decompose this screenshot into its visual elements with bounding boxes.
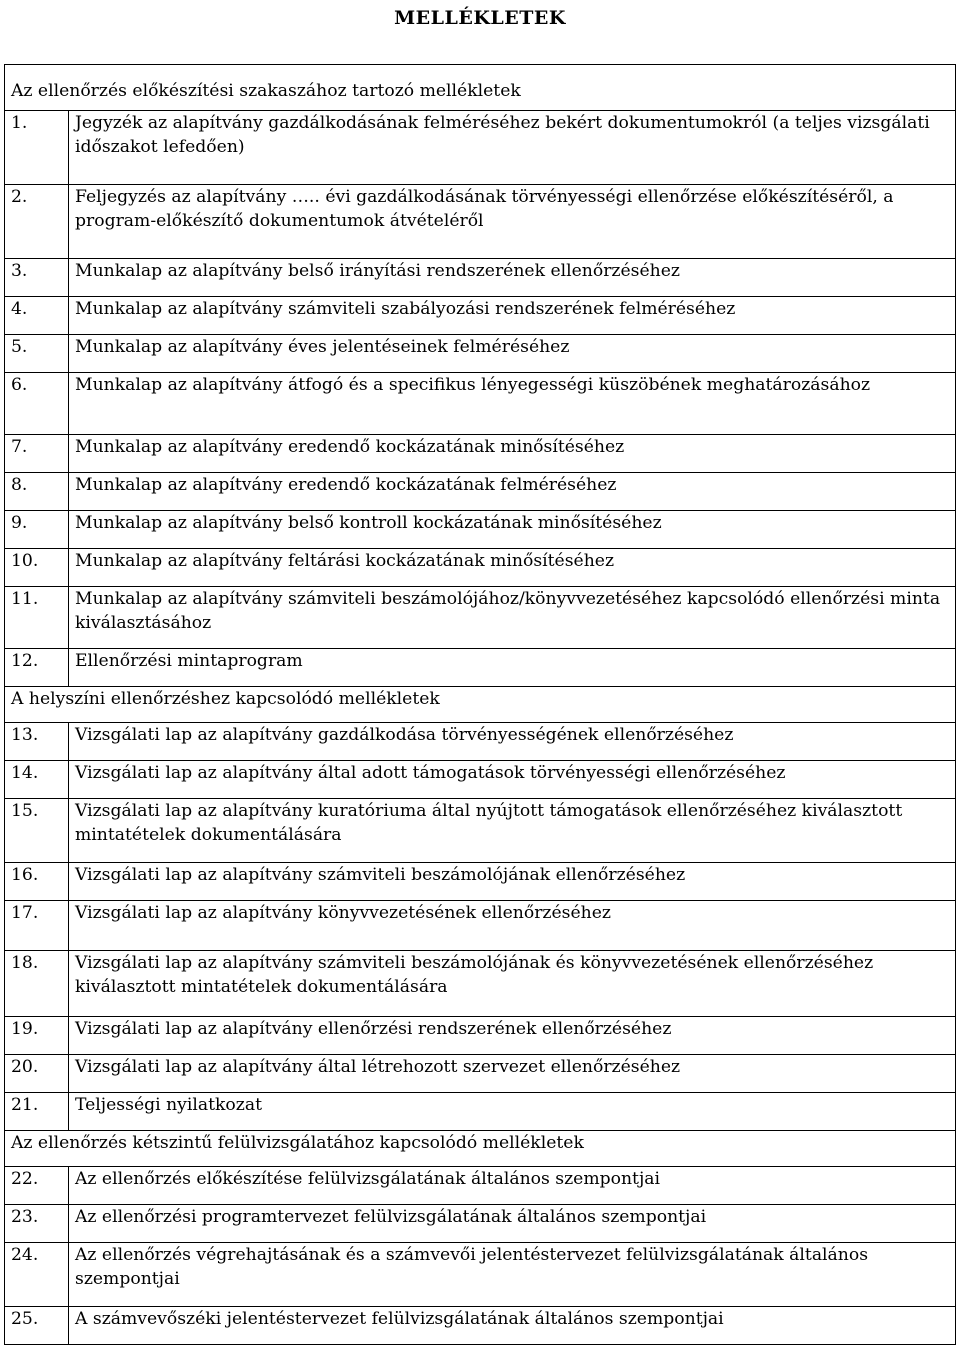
annex-item-row xyxy=(5,587,956,649)
annex-item-number: 13. xyxy=(5,723,69,761)
annex-item-number: 20. xyxy=(5,1055,69,1093)
annex-item-number: 25. xyxy=(5,1307,69,1345)
annex-item-row xyxy=(5,1307,956,1345)
annex-item-row xyxy=(5,799,956,863)
annex-item-row xyxy=(5,761,956,799)
annex-item-number: 2. xyxy=(5,185,69,259)
annex-item-number: 17. xyxy=(5,901,69,951)
annex-item-text: Vizsgálati lap az alapítvány számviteli beszámolójának ellenőrzéséhez xyxy=(69,863,956,901)
annex-item-row xyxy=(5,473,956,511)
annex-item-number: 24. xyxy=(5,1243,69,1307)
annex-item-row xyxy=(5,723,956,761)
annex-item-text: Munkalap az alapítvány belső irányítási rendszerének ellenőrzéséhez xyxy=(69,259,956,297)
annex-item-number: 16. xyxy=(5,863,69,901)
annex-item-number: 1. xyxy=(5,111,69,185)
annex-item-row xyxy=(5,863,956,901)
annex-item-number: 5. xyxy=(5,335,69,373)
annex-item-text: Munkalap az alapítvány feltárási kockázatának minősítéséhez xyxy=(69,549,956,587)
annex-table-body xyxy=(5,65,956,1345)
annex-item-text: Munkalap az alapítvány eredendő kockázatának felméréséhez xyxy=(69,473,956,511)
annex-item-text: Vizsgálati lap az alapítvány által létrehozott szervezet ellenőrzéséhez xyxy=(69,1055,956,1093)
section-heading: Az ellenőrzés előkészítési szakaszához tartozó mellékletek xyxy=(5,65,956,111)
annex-item-number: 8. xyxy=(5,473,69,511)
annex-item-row xyxy=(5,111,956,185)
annex-item-text: Vizsgálati lap az alapítvány gazdálkodása törvényességének ellenőrzéséhez xyxy=(69,723,956,761)
annex-item-text: Jegyzék az alapítvány gazdálkodásának felméréséhez bekért dokumentumokról (a teljes vizsgálati időszakot lefedően) xyxy=(69,111,956,185)
annex-item-row xyxy=(5,373,956,435)
annex-item-row xyxy=(5,297,956,335)
annex-item-row xyxy=(5,1093,956,1131)
annex-item-number: 14. xyxy=(5,761,69,799)
annex-item-row xyxy=(5,435,956,473)
annex-item-text: Az ellenőrzési programtervezet felülvizsgálatának általános szempontjai xyxy=(69,1205,956,1243)
annex-item-text: Feljegyzés az alapítvány ….. évi gazdálkodásának törvényességi ellenőrzése előkészítéséről, a program-előkészítő dokumentumok átvételéről xyxy=(69,185,956,259)
annex-item-row xyxy=(5,649,956,687)
annex-item-text: A számvevőszéki jelentéstervezet felülvizsgálatának általános szempontjai xyxy=(69,1307,956,1345)
annex-item-number: 11. xyxy=(5,587,69,649)
annex-item-number: 12. xyxy=(5,649,69,687)
annex-item-number: 23. xyxy=(5,1205,69,1243)
annex-item-text: Munkalap az alapítvány eredendő kockázatának minősítéséhez xyxy=(69,435,956,473)
annex-item-row xyxy=(5,185,956,259)
annex-item-row xyxy=(5,1017,956,1055)
section-heading-row xyxy=(5,687,956,723)
annex-item-number: 19. xyxy=(5,1017,69,1055)
annex-item-text: Az ellenőrzés végrehajtásának és a számvevői jelentéstervezet felülvizsgálatának általános szempontjai xyxy=(69,1243,956,1307)
section-heading: Az ellenőrzés kétszintű felülvizsgálatához kapcsolódó mellékletek xyxy=(5,1131,956,1167)
annex-item-text: Munkalap az alapítvány számviteli beszámolójához/könyvvezetéséhez kapcsolódó ellenőrzési minta kiválasztásához xyxy=(69,587,956,649)
annex-item-number: 10. xyxy=(5,549,69,587)
annex-item-number: 3. xyxy=(5,259,69,297)
annex-item-text: Munkalap az alapítvány belső kontroll kockázatának minősítéséhez xyxy=(69,511,956,549)
annex-item-number: 22. xyxy=(5,1167,69,1205)
page-title: MELLÉKLETEK xyxy=(394,7,566,29)
annex-item-number: 9. xyxy=(5,511,69,549)
annex-item-text: Teljességi nyilatkozat xyxy=(69,1093,956,1131)
annex-table xyxy=(4,64,956,1345)
annex-item-text: Vizsgálati lap az alapítvány könyvvezetésének ellenőrzéséhez xyxy=(69,901,956,951)
annex-item-number: 7. xyxy=(5,435,69,473)
annex-item-text: Munkalap az alapítvány átfogó és a specifikus lényegességi küszöbének meghatározásához xyxy=(69,373,956,435)
annex-item-text: Vizsgálati lap az alapítvány ellenőrzési rendszerének ellenőrzéséhez xyxy=(69,1017,956,1055)
annex-item-row xyxy=(5,549,956,587)
annex-item-number: 21. xyxy=(5,1093,69,1131)
annex-item-row xyxy=(5,511,956,549)
annex-item-text: Az ellenőrzés előkészítése felülvizsgálatának általános szempontjai xyxy=(69,1167,956,1205)
section-heading-row xyxy=(5,1131,956,1167)
annex-item-row xyxy=(5,1243,956,1307)
annex-item-text: Vizsgálati lap az alapítvány által adott támogatások törvényességi ellenőrzéséhez xyxy=(69,761,956,799)
annex-item-row xyxy=(5,901,956,951)
annex-item-row xyxy=(5,259,956,297)
annex-item-text: Munkalap az alapítvány számviteli szabályozási rendszerének felméréséhez xyxy=(69,297,956,335)
annex-item-text: Vizsgálati lap az alapítvány kuratóriuma által nyújtott támogatások ellenőrzéséhez kiválasztott mintatételek dokumentálására xyxy=(69,799,956,863)
annex-item-row xyxy=(5,1055,956,1093)
annex-item-text: Vizsgálati lap az alapítvány számviteli beszámolójának és könyvvezetésének ellenőrzéséhez kiválasztott mintatételek dokumentálására xyxy=(69,951,956,1017)
annex-item-number: 18. xyxy=(5,951,69,1017)
annex-item-text: Ellenőrzési mintaprogram xyxy=(69,649,956,687)
section-heading: A helyszíni ellenőrzéshez kapcsolódó mellékletek xyxy=(5,687,956,723)
annex-item-number: 15. xyxy=(5,799,69,863)
annex-item-text: Munkalap az alapítvány éves jelentéseinek felméréséhez xyxy=(69,335,956,373)
annex-item-row xyxy=(5,1205,956,1243)
annex-item-number: 4. xyxy=(5,297,69,335)
annex-item-number: 6. xyxy=(5,373,69,435)
section-heading-row xyxy=(5,65,956,111)
annex-item-row xyxy=(5,951,956,1017)
annex-item-row xyxy=(5,335,956,373)
annex-item-row xyxy=(5,1167,956,1205)
